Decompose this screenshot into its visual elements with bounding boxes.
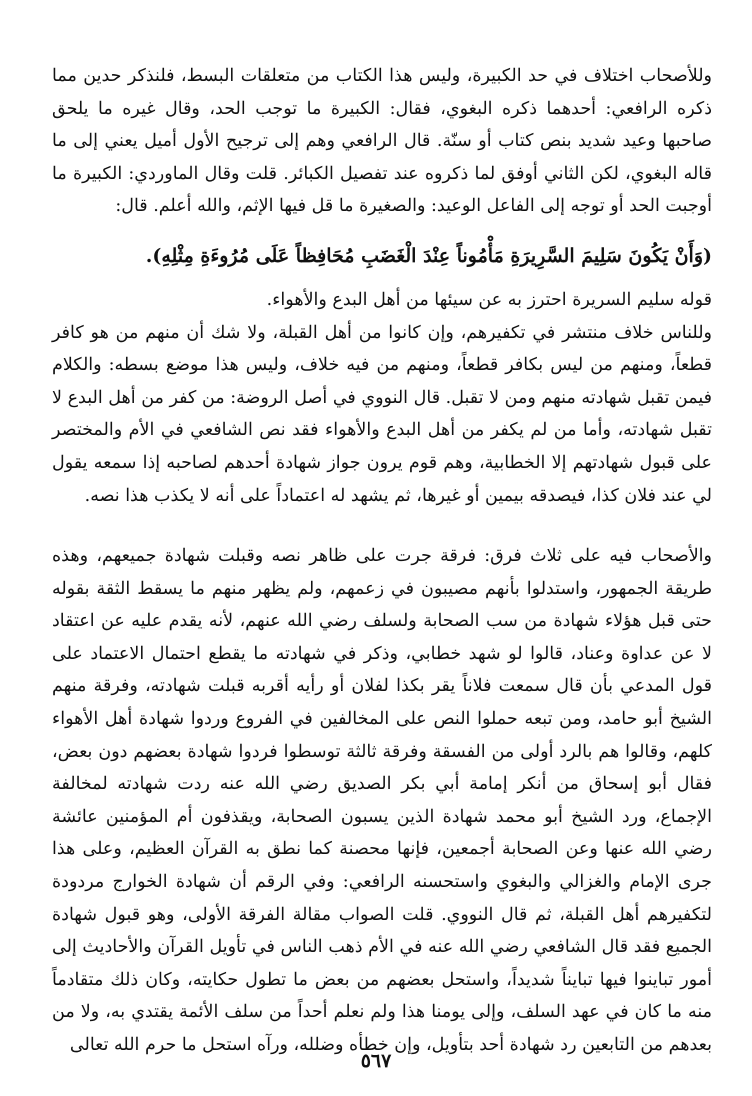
matn-quote: (وَأَنْ يَكُونَ سَلِيمَ السَّرِيرَةِ مَأْمُوناً عِنْدَ الْغَضَبِ مُحَافِظاً عَلَى مُرُوءَةِ مِثْلِهِ). bbox=[145, 245, 712, 267]
page-number: ٥٦٧ bbox=[360, 1050, 392, 1072]
paragraph-text: والأصحاب فيه على ثلاث فرق: فرقة جرت على ظاهر نصه وقبلت شهادة جميعهم، وهذه طريقة الجمهور، واستدلوا بأنهم مصيبون في زعمهم، ولم يظهر منهم ما يسقط الثقة بقوله حتى قبل هؤلاء شهادة من سب الصحابة ولسلف رضي الله عنهم، لأنه يقدم عليه عن اعتقاد لا عن عداوة وعناد، قالوا لو شهد خطابي، وذكر في شهادته ما يقطع احتمال الاعتماد على قول المدعي بأن قال سمعت فلاناً يقر بكذا لفلان أو رأيه أقربه قبلت شهادته، وفرقة منهم الشيخ أبو حامد، ومن تبعه حملوا النص على المخالفين في الفروع وردوا شهادة أهل الأهواء كلهم، وقالوا هم بالرد أولى من الفسقة وفرقة ثالثة توسطوا فردوا شهادة بعضهم دون بعض، فقال أبو إسحاق من أنكر إمامة أبي بكر الصديق رضي الله عنه ردت شهادته لمخالفة الإجماع، ورد الشيخ أبو محمد شهادة الذين يسبون الصحابة، ويقذفون أم المؤمنين عائشة رضي الله عنها وعن الصحابة أجمعين، فإنها محصنة كما نطق به القرآن العظيم، وعلى هذا جرى الإمام والغزالي والبغوي واستحسنه الرافعي: وفي الرقم أن شهادة الخوارج مردودة لتكفيرهم أهل القبلة، ثم قال النووي. قلت الصواب مقالة الفرقة الأولى، وهو قبول شهادة الجميع فقد قال الشافعي رضي الله عنه في الأم ذهب الناس في تأويل القرآن والأحاديث إلى أمور تباينوا فيها تبايناً شديداً، واستحل بعضهم من بعض ما تطول حكايته، وكان ذلك متقادماً منه ما كان في عهد السلف، وإلى يومنا هذا ولم نعلم أحداً من سلف الأئمة يقتدي به، ولا من بعدهم من التابعين رد شهادة أحد بتأويل، وإن خطأه وضلله، ورآه استحل ما حرم الله تعالى bbox=[52, 546, 712, 1055]
paragraph-three-groups bbox=[52, 540, 712, 1062]
paragraph-text: قوله سليم السريرة احترز به عن سيئها من أهل البدع والأهواء. bbox=[266, 290, 712, 310]
paragraph-text: وللأصحاب اختلاف في حد الكبيرة، وليس هذا الكتاب من متعلقات البسط، فلنذكر حدين مما ذكره الرافعي: أحدهما ذكره البغوي، فقال: الكبيرة ما توجب الحد، وقال غيره ما يلحق صاحبها وعيد شديد بنص كتاب أو سنّة. قال الرافعي وهم إلى ترجيح الأول أميل يعني إلى ما قاله البغوي، لكن الثاني أوفق لما ذكروه عند تفصيل الكبائر. قلت وقال الماوردي: الكبيرة ما أوجبت الحد أو توجه إلى الفاعل الوعيد: والصغيرة ما قل فيها الإثم، والله أعلم. قال: bbox=[52, 66, 712, 217]
paragraph-text: وللناس خلاف منتشر في تكفيرهم، وإن كانوا من أهل القبلة، ولا شك أن منهم من هو كافر قطعاً، ومنهم من ليس بكافر قطعاً، ومنهم من فيه خلاف، وليس هذا موضع بسطه: والكلام فيمن تقبل شهادته منهم ومن لا تقبل. قال النووي في أصل الروضة: من كفر من أهل البدع لا تقبل شهادته، وأما من لم يكفر من أهل البدع والأهواء فقد نص الشافعي في الأم والمختصر على قبول شهادتهم إلا الخطابية، وهم قوم يرون جواز شهادة أحدهم لصاحبه إذا سمعه يقول لي عند فلان كذا، فيصدقه بيمين أو غيرها، ثم يشهد له اعتماداً على أنه لا يكذب هذا نصه. bbox=[52, 322, 712, 506]
paragraph-major-sins bbox=[52, 60, 712, 223]
commentary-section bbox=[52, 284, 712, 512]
